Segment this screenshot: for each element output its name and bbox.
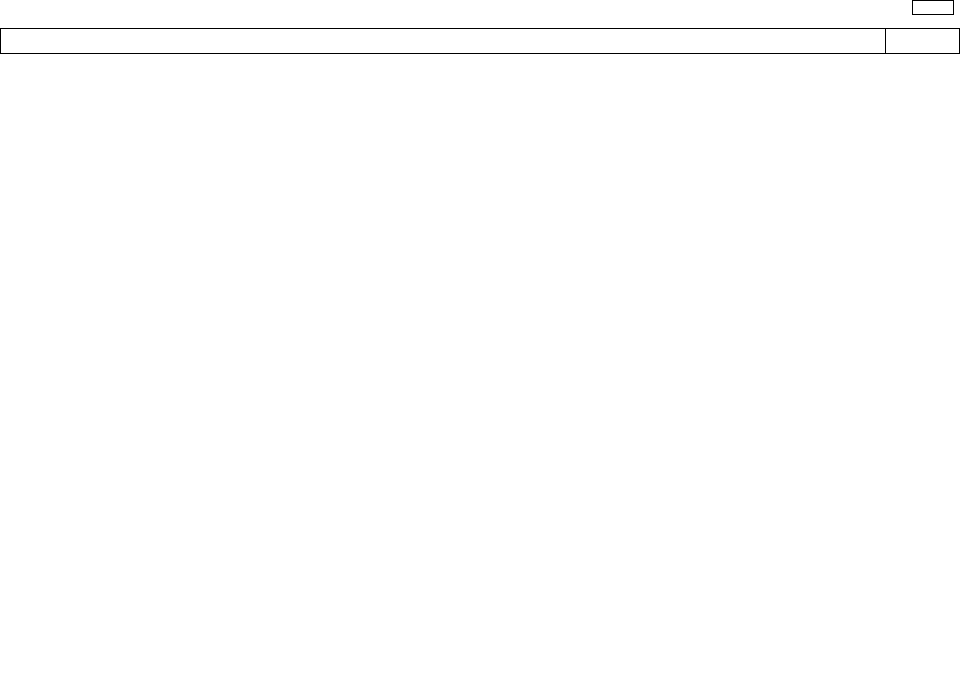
page-number-top (912, 0, 954, 15)
form-header (0, 28, 960, 54)
section-code (1, 29, 4, 53)
code-value (885, 29, 960, 53)
